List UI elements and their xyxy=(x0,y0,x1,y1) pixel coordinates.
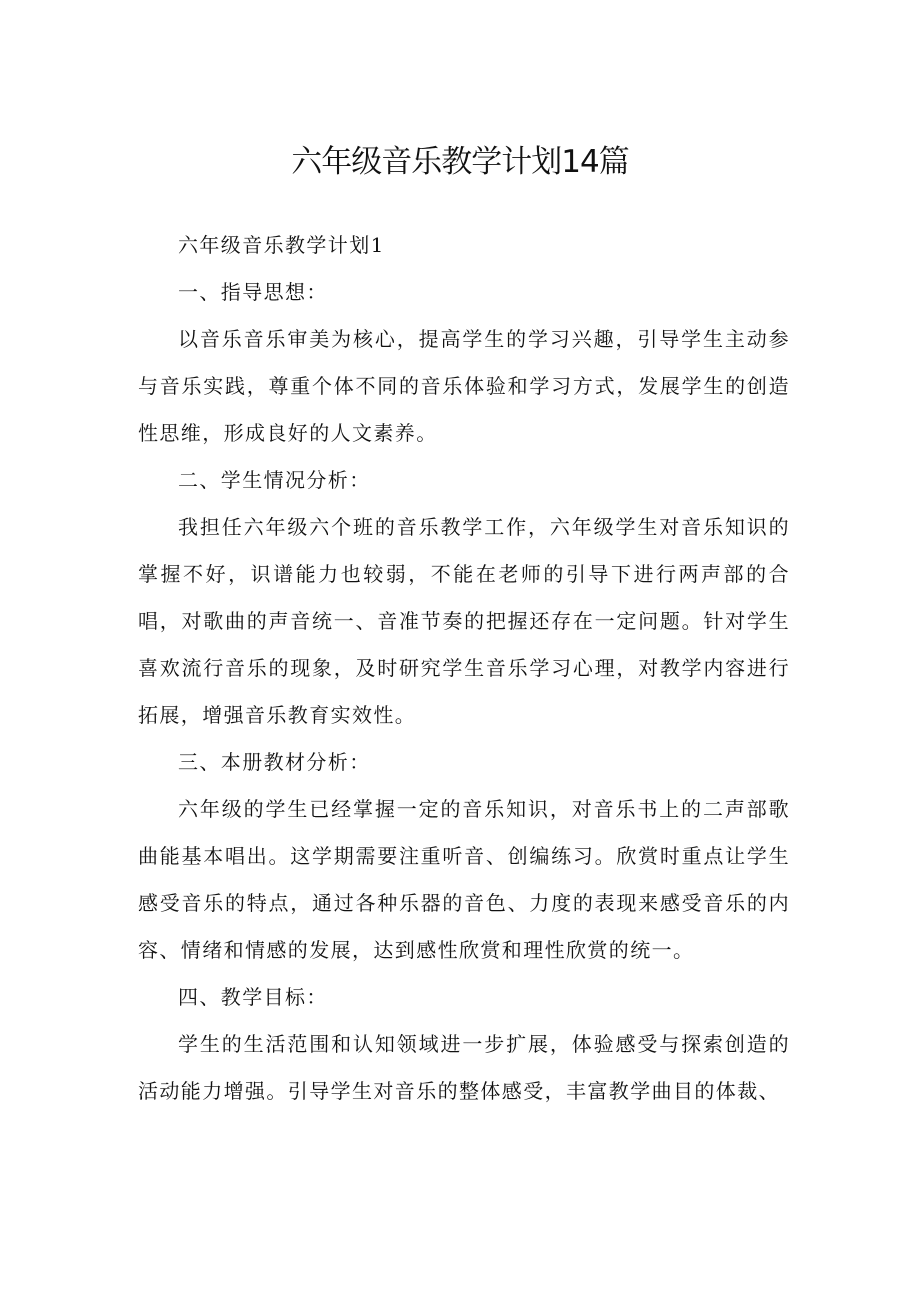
section-heading-textbook-analysis: 三、本册教材分析： xyxy=(178,750,371,774)
plan-subtitle: 六年级音乐教学计划1 xyxy=(178,233,385,257)
section-paragraph-textbook-analysis: 六年级的学生已经掌握一定的音乐知识，对音乐书上的二声部歌曲能基本唱出。这学期需要注重听音、创编练习。欣赏时重点让学生感受音乐的特点，通过各种乐器的音色、力度的表现来感受音乐的内容、情绪和情感的发展，达到感性欣赏和理性欣赏的统一。 xyxy=(138,797,790,962)
section-heading-teaching-goals: 四、教学目标： xyxy=(178,985,328,1009)
section-paragraph-student-analysis: 我担任六年级六个班的音乐教学工作，六年级学生对音乐知识的掌握不好，识谱能力也较弱，不能在老师的引导下进行两声部的合唱，对歌曲的声音统一、音准节奏的把握还存在一定问题。针对学生喜欢流行音乐的现象，及时研究学生音乐学习心理，对教学内容进行拓展，增强音乐教育实效性。 xyxy=(138,515,790,727)
section-paragraph-teaching-goals: 学生的生活范围和认知领域进一步扩展，体验感受与探索创造的活动能力增强。引导学生对音乐的整体感受，丰富教学曲目的体裁、 xyxy=(138,1032,790,1103)
section-paragraph-guiding-ideology: 以音乐音乐审美为核心，提高学生的学习兴趣，引导学生主动参与音乐实践，尊重个体不同的音乐体验和学习方式，发展学生的创造性思维，形成良好的人文素养。 xyxy=(138,327,790,445)
section-heading-student-analysis: 二、学生情况分析： xyxy=(178,468,371,492)
document-title: 六年级音乐教学计划14篇 xyxy=(291,144,629,180)
document-body xyxy=(138,222,790,1115)
section-heading-guiding-ideology: 一、指导思想： xyxy=(178,280,328,304)
